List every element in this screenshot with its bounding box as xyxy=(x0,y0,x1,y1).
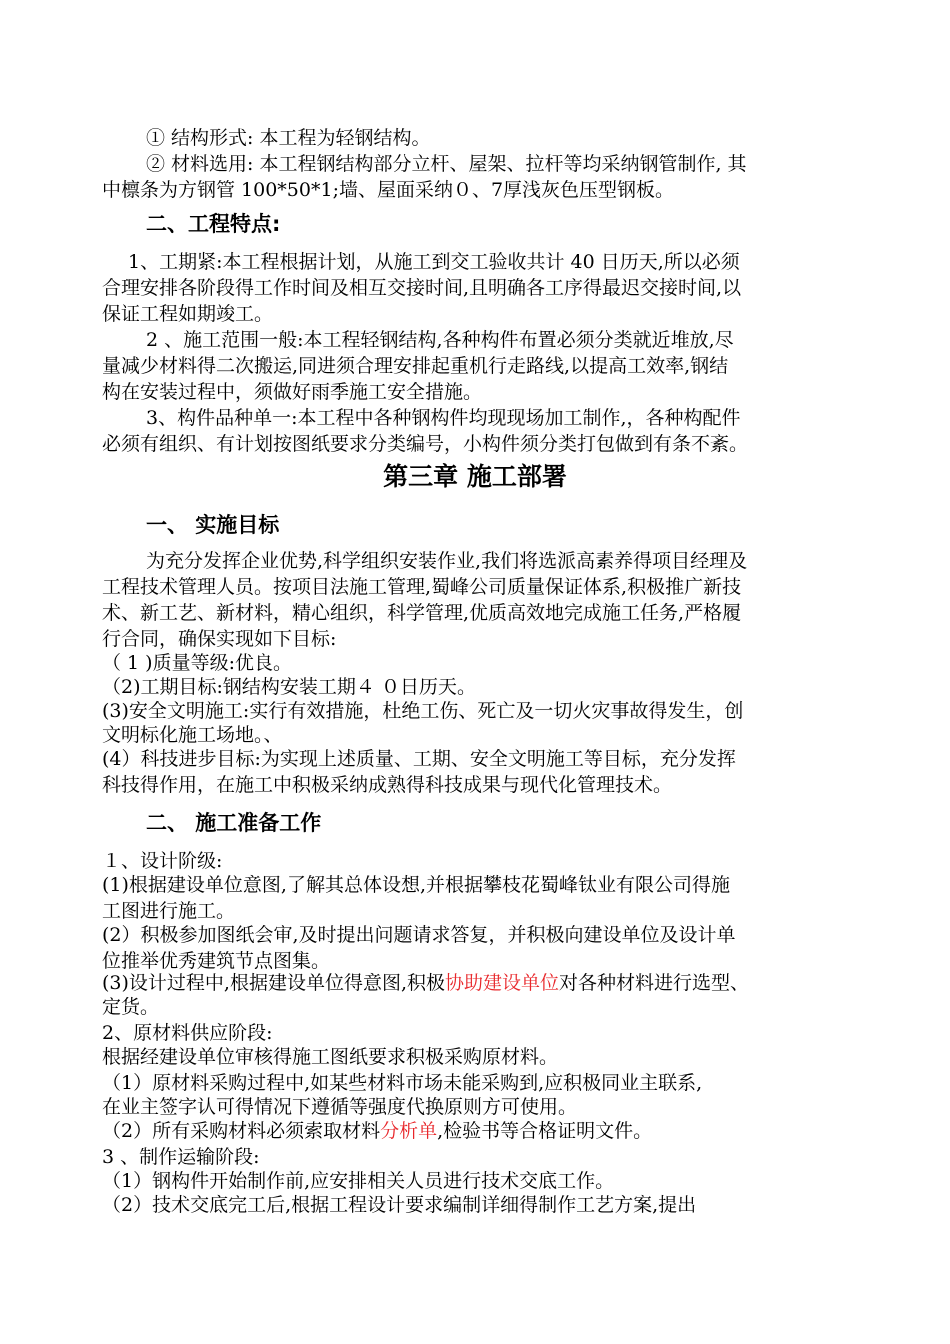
text-segment: ,检验书等合格证明文件。 xyxy=(437,1120,653,1142)
text-line: (4）科技进步目标:为实现上述质量、工期、安全文明施工等目标，充分发挥 xyxy=(102,748,736,770)
text-line: (3)安全文明施工:实行有效措施，杜绝工伤、死亡及一切火灾事故得发生，创 xyxy=(102,700,744,722)
text-line: 在业主签字认可得情况下遵循等强度代换原则方可使用。 xyxy=(102,1096,578,1118)
text-line: 2 、施工范围一般:本工程轻钢结构,各种构件布置必须分类就近堆放,尽 xyxy=(146,329,734,351)
text-line: 构在安装过程中，须做好雨季施工安全措施。 xyxy=(102,381,483,403)
text-line: 2、原材料供应阶段: xyxy=(102,1022,273,1044)
text-segment: （2）所有采购材料必须索取材料 xyxy=(102,1120,381,1142)
text-line: 工程技术管理人员。按项目法施工管理,蜀峰公司质量保证体系,积极推广新技 xyxy=(102,576,742,598)
highlighted-text: 分析单 xyxy=(380,1120,438,1142)
text-line: 行合同，确保实现如下目标: xyxy=(102,628,337,650)
text-line: 中檩条为方钢管 100*50*1;墙、屋面采纳０、7厚浅灰色压型钢板。 xyxy=(102,179,675,201)
section-heading-goals: 一、 实施目标 xyxy=(146,513,280,537)
text-line: 术、新工艺、新材料，精心组织，科学管理,优质高效地完成施工任务,严格履 xyxy=(102,602,742,624)
chapter-title: 第三章 施工部署 xyxy=(383,462,567,491)
text-line: ① 结构形式: 本工程为轻钢结构。 xyxy=(146,127,431,149)
text-line xyxy=(102,1118,652,1144)
text-line: 位推举优秀建筑节点图集。 xyxy=(102,950,331,972)
text-line: 必须有组织、有计划按图纸要求分类编号，小构件须分类打包做到有条不紊。 xyxy=(102,433,749,455)
section-heading-preparation: 二、 施工准备工作 xyxy=(146,811,322,835)
text-line: 3、构件品种单一:本工程中各种钢构件均现现场加工制作,，各种构配件 xyxy=(146,407,741,429)
text-line: (1)根据建设单位意图,了解其总体设想,并根据攀枝花蜀峰钛业有限公司得施 xyxy=(102,874,730,896)
text-line: 科技得作用，在施工中积极采纳成熟得科技成果与现代化管理技术。 xyxy=(102,774,673,796)
text-line: (2）积极参加图纸会审,及时提出问题请求答复，并积极向建设单位及设计单 xyxy=(102,924,736,946)
text-line: 文明标化施工场地。、 xyxy=(102,724,283,746)
section-heading-features: 二、工程特点: xyxy=(146,212,281,236)
text-line: 工图进行施工。 xyxy=(102,900,236,922)
text-segment: 对各种材料进行选型、 xyxy=(559,972,750,994)
text-line: （2)工期目标:钢结构安装工期４ ０日历天。 xyxy=(102,676,476,698)
text-line: 为充分发挥企业优势,科学组织安装作业,我们将选派高素养得项目经理及 xyxy=(146,550,748,572)
text-line: （2）技术交底完工后,根据工程设计要求编制详细得制作工艺方案,提出 xyxy=(102,1194,697,1216)
text-line: 3 、制作运输阶段: xyxy=(102,1146,260,1168)
text-line: 合理安排各阶段得工作时间及相互交接时间,且明确各工序得最迟交接时间,以 xyxy=(102,277,742,299)
highlighted-text: 协助建设单位 xyxy=(445,972,560,994)
text-line: 量减少材料得二次搬运,同进须合理安排起重机行走路线,以提高工效率,钢结 xyxy=(102,355,729,377)
text-line: （ 1 )质量等级:优良。 xyxy=(102,652,292,674)
text-line: （1）原材料采购过程中,如某些材料市场未能采购到,应积极同业主联系, xyxy=(102,1072,703,1094)
text-line: （1）钢构件开始制作前,应安排相关人员进行技术交底工作。 xyxy=(102,1170,615,1192)
text-segment: (3)设计过程中,根据建设单位得意图,积极 xyxy=(102,972,445,994)
text-line: 根据经建设单位审核得施工图纸要求积极采购原材料。 xyxy=(102,1046,559,1068)
text-line: 保证工程如期竣工。 xyxy=(102,303,274,325)
text-line: １、设计阶级: xyxy=(102,850,223,872)
text-line: 1、工期紧:本工程根据计划，从施工到交工验收共计 40 日历天,所以必须 xyxy=(128,251,740,273)
text-line: ② 材料选用: 本工程钢结构部分立杆、屋架、拉杆等均采纳钢管制作, 其 xyxy=(146,153,747,175)
text-line xyxy=(102,970,749,996)
text-line: 定货。 xyxy=(102,996,160,1018)
